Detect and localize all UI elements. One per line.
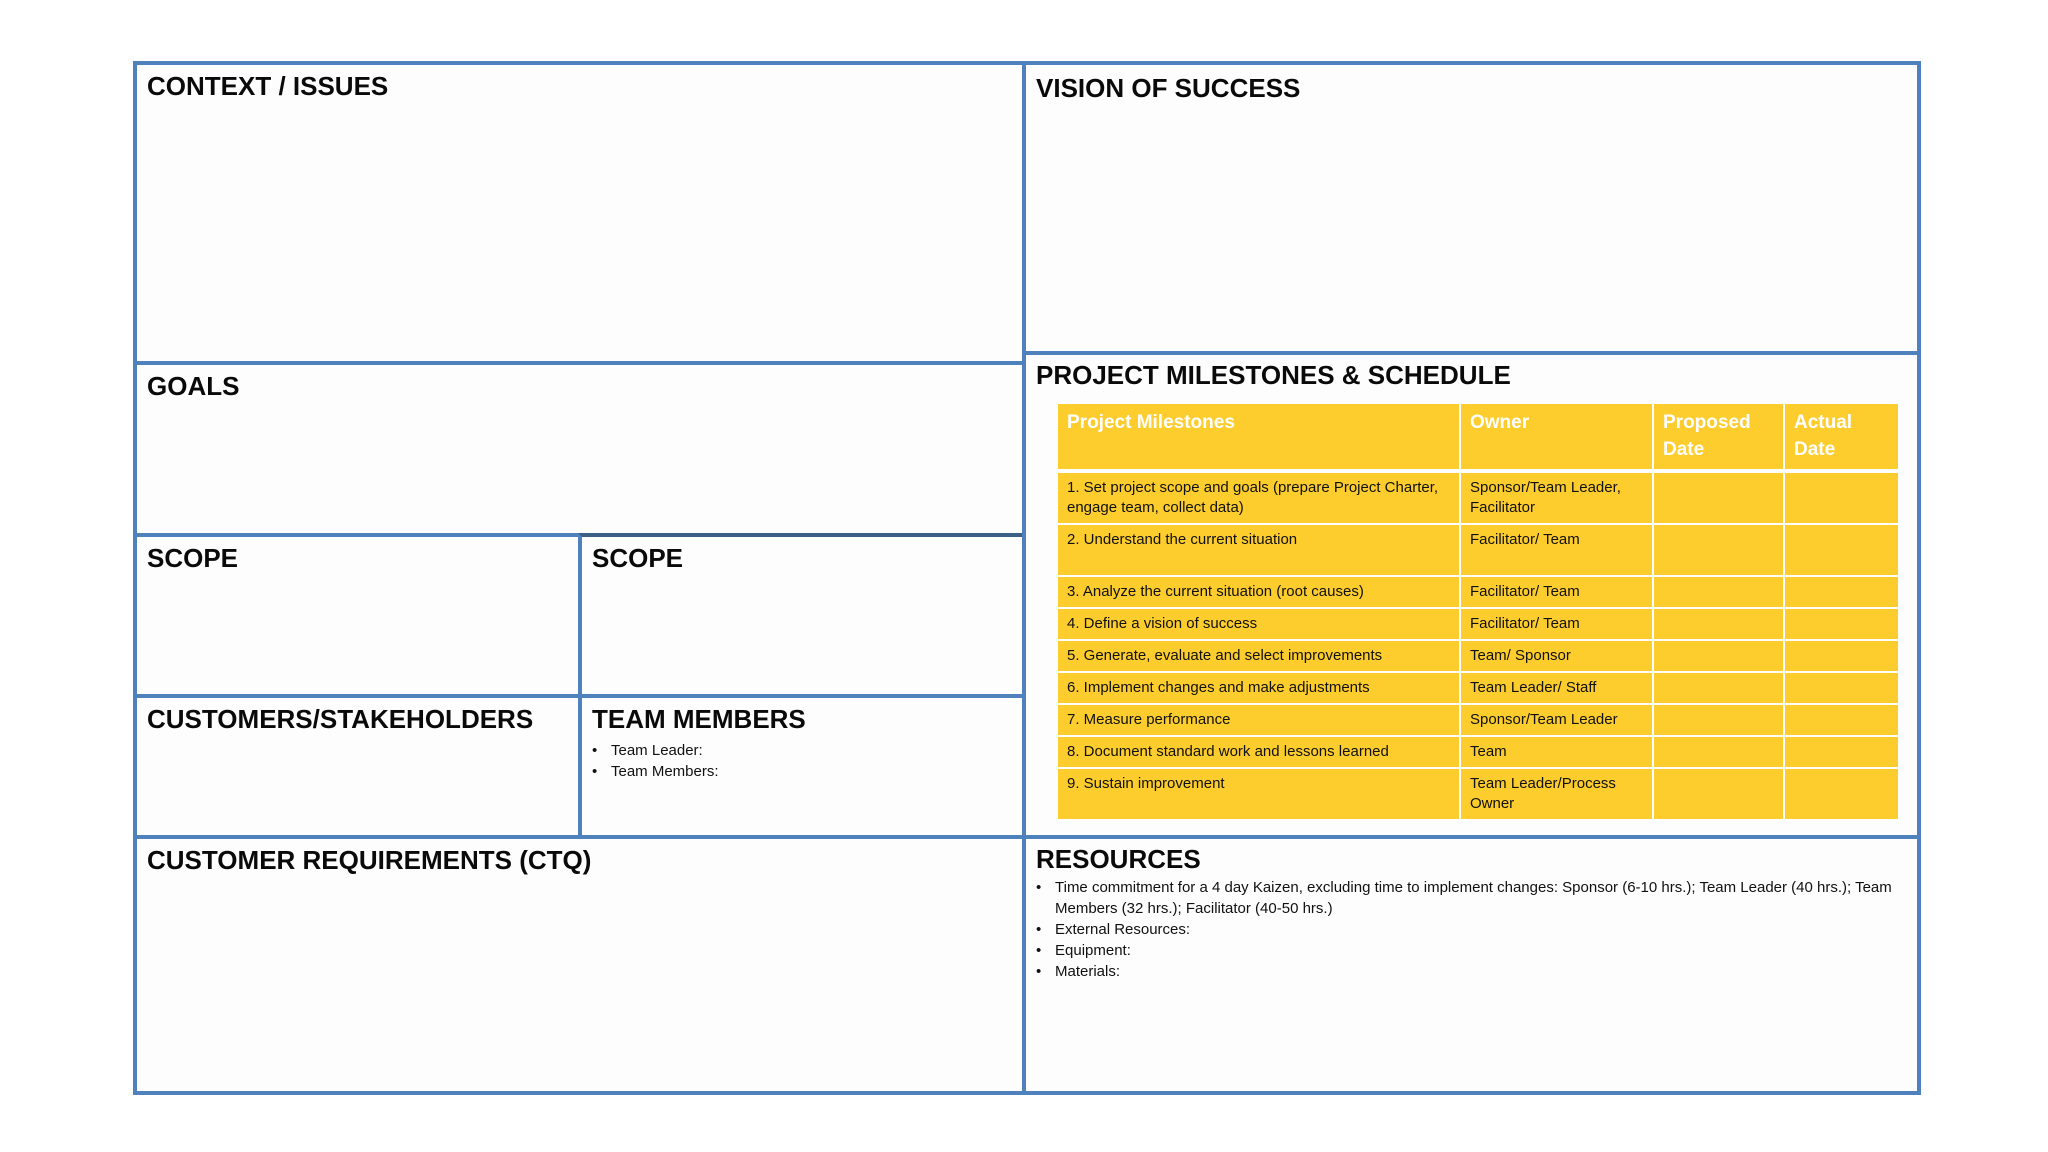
owner-cell: Facilitator/ Team: [1460, 608, 1653, 640]
owner-cell: Team Leader/Process Owner: [1460, 768, 1653, 820]
customer-requirements-title: CUSTOMER REQUIREMENTS (CTQ): [147, 845, 592, 875]
resources-materials-item: • Materials:: [1036, 961, 1896, 982]
proposed-date-cell[interactable]: [1653, 471, 1784, 524]
actual-date-cell[interactable]: [1784, 471, 1899, 524]
scope-right-title: SCOPE: [592, 543, 684, 573]
milestones-table: [1056, 402, 1900, 821]
actual-date-cell[interactable]: [1784, 704, 1899, 736]
resources-list: [1036, 877, 1896, 982]
proposed-date-cell[interactable]: [1653, 704, 1784, 736]
milestones-title: PROJECT MILESTONES & SCHEDULE: [1036, 360, 1511, 390]
table-row: [1057, 672, 1899, 704]
owner-cell: Team Leader/ Staff: [1460, 672, 1653, 704]
team-leader-item: • Team Leader:: [592, 740, 719, 761]
context-issues-title: CONTEXT / ISSUES: [147, 71, 389, 101]
milestone-cell: 5. Generate, evaluate and select improvements: [1057, 640, 1460, 672]
context-issues-box[interactable]: [133, 61, 1026, 365]
actual-date-cell[interactable]: [1784, 736, 1899, 768]
table-row: [1057, 471, 1899, 524]
milestone-cell: 1. Set project scope and goals (prepare Project Charter, engage team, collect data): [1057, 471, 1460, 524]
table-row: [1057, 736, 1899, 768]
actual-date-cell[interactable]: [1784, 608, 1899, 640]
actual-date-cell[interactable]: [1784, 576, 1899, 608]
milestone-cell: 2. Understand the current situation: [1057, 524, 1460, 576]
header-project-milestones: Project Milestones: [1057, 403, 1460, 471]
team-members-item: • Team Members:: [592, 761, 719, 782]
header-proposed-date: Proposed Date: [1653, 403, 1784, 471]
table-row: [1057, 608, 1899, 640]
scope-left-box[interactable]: [133, 533, 582, 698]
proposed-date-cell[interactable]: [1653, 640, 1784, 672]
resources-external-item: • External Resources:: [1036, 919, 1896, 940]
resources-box[interactable]: [1022, 835, 1921, 1095]
vision-of-success-title: VISION OF SUCCESS: [1036, 73, 1301, 103]
goals-title: GOALS: [147, 371, 240, 401]
owner-cell: Team: [1460, 736, 1653, 768]
customer-requirements-box[interactable]: [133, 835, 1026, 1095]
table-row: [1057, 704, 1899, 736]
resources-title: RESOURCES: [1036, 844, 1201, 874]
proposed-date-cell[interactable]: [1653, 608, 1784, 640]
milestone-cell: 7. Measure performance: [1057, 704, 1460, 736]
team-members-list: [592, 740, 719, 782]
goals-box[interactable]: [133, 361, 1026, 537]
milestone-cell: 8. Document standard work and lessons learned: [1057, 736, 1460, 768]
owner-cell: Sponsor/Team Leader: [1460, 704, 1653, 736]
customers-stakeholders-box[interactable]: [133, 694, 582, 839]
team-members-title: TEAM MEMBERS: [592, 704, 806, 734]
proposed-date-cell[interactable]: [1653, 576, 1784, 608]
table-row: [1057, 768, 1899, 820]
customers-stakeholders-title: CUSTOMERS/STAKEHOLDERS: [147, 704, 534, 734]
milestone-cell: 4. Define a vision of success: [1057, 608, 1460, 640]
scope-left-title: SCOPE: [147, 543, 239, 573]
actual-date-cell[interactable]: [1784, 524, 1899, 576]
actual-date-cell[interactable]: [1784, 672, 1899, 704]
proposed-date-cell[interactable]: [1653, 672, 1784, 704]
actual-date-cell[interactable]: [1784, 768, 1899, 820]
team-members-box[interactable]: [578, 694, 1026, 839]
table-row: [1057, 524, 1899, 576]
proposed-date-cell[interactable]: [1653, 736, 1784, 768]
scope-right-box[interactable]: [578, 533, 1026, 698]
resources-equipment-item: • Equipment:: [1036, 940, 1896, 961]
header-actual-date: Actual Date: [1784, 403, 1899, 471]
proposed-date-cell[interactable]: [1653, 768, 1784, 820]
header-owner: Owner: [1460, 403, 1653, 471]
owner-cell: Sponsor/Team Leader, Facilitator: [1460, 471, 1653, 524]
owner-cell: Facilitator/ Team: [1460, 524, 1653, 576]
resources-time-commitment-item: • Time commitment for a 4 day Kaizen, excluding time to implement changes: Sponsor (6-10 hrs.); Team Leader (40 hrs.); Team Members (32 hrs.); Facilitator (40-50 hrs.): [1036, 877, 1896, 919]
owner-cell: Facilitator/ Team: [1460, 576, 1653, 608]
table-row: [1057, 576, 1899, 608]
milestone-cell: 3. Analyze the current situation (root causes): [1057, 576, 1460, 608]
actual-date-cell[interactable]: [1784, 640, 1899, 672]
proposed-date-cell[interactable]: [1653, 524, 1784, 576]
table-row: [1057, 640, 1899, 672]
vision-of-success-box[interactable]: [1022, 61, 1921, 355]
milestone-cell: 9. Sustain improvement: [1057, 768, 1460, 820]
owner-cell: Team/ Sponsor: [1460, 640, 1653, 672]
milestones-header-row: [1057, 403, 1899, 471]
milestone-cell: 6. Implement changes and make adjustments: [1057, 672, 1460, 704]
